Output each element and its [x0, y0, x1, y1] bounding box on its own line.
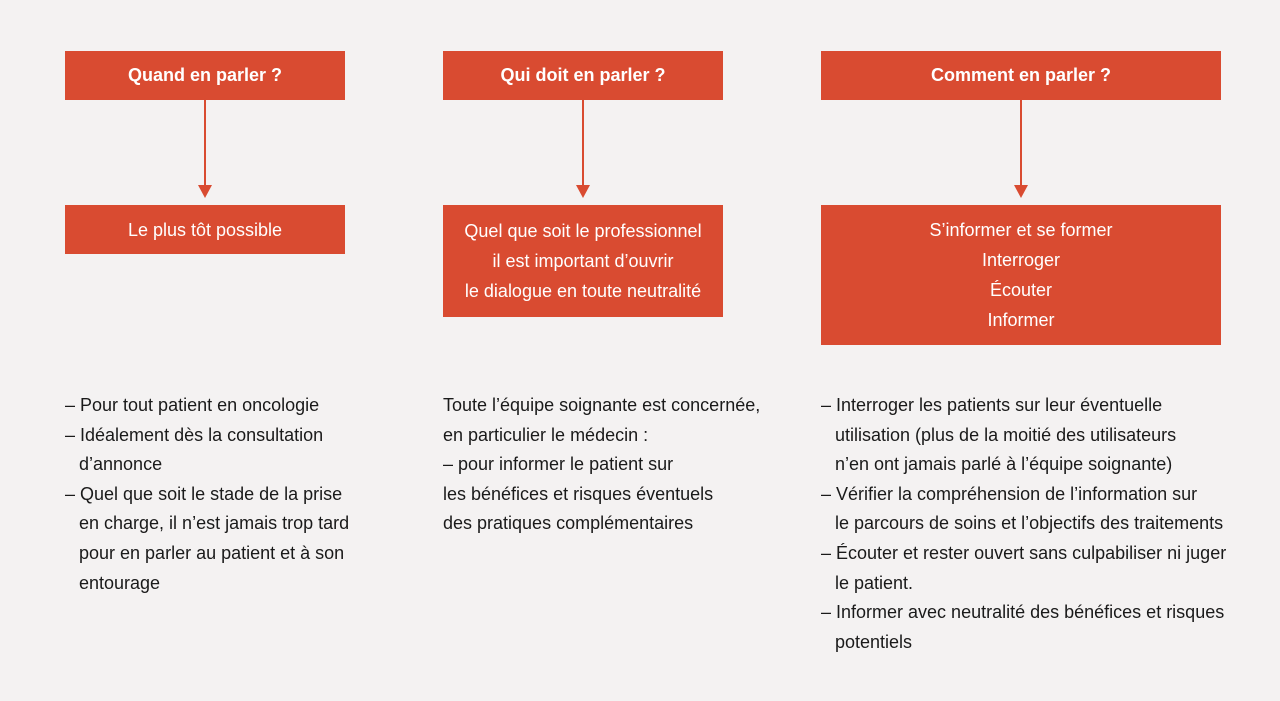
details-who: [443, 391, 760, 539]
answer-who-line: il est important d’ouvrir: [492, 251, 674, 271]
details-how-line: – Vérifier la compréhension de l’information sur: [821, 483, 1198, 504]
details-who-line: – pour informer le patient sur: [443, 454, 674, 475]
answer-how-line: S’informer et se former: [929, 220, 1113, 240]
arrow-how: [1020, 100, 1022, 186]
details-how-line: – Informer avec neutralité des bénéfices et risques: [821, 602, 1225, 623]
details-who-line: en particulier le médecin :: [443, 424, 649, 445]
details-when: [65, 391, 349, 598]
arrow-who: [582, 100, 584, 186]
header-who-label: Qui doit en parler ?: [500, 65, 666, 85]
details-how-line: – Écouter et rester ouvert sans culpabiliser ni juger: [821, 542, 1227, 563]
details-when-line: d’annonce: [79, 454, 163, 475]
details-how: [821, 391, 1226, 657]
header-when-label: Quand en parler ?: [127, 65, 283, 85]
answer-how-line: Informer: [987, 310, 1055, 330]
details-who-line: Toute l’équipe soignante est concernée,: [443, 395, 761, 415]
answer-how-line: Écouter: [989, 280, 1053, 300]
details-how-line: le patient.: [835, 572, 914, 593]
header-when: [65, 51, 345, 100]
details-when-line: – Pour tout patient en oncologie: [65, 395, 320, 415]
answer-how: [821, 205, 1221, 345]
details-how-line: utilisation (plus de la moitié des utilisateurs: [835, 424, 1177, 445]
answer-who-line: Quel que soit le professionnel: [464, 221, 702, 241]
details-how-line: le parcours de soins et l’objectifs des traitements: [835, 513, 1224, 534]
details-when-line: entourage: [79, 572, 161, 593]
answer-how-line: Interroger: [981, 250, 1061, 270]
answer-when-line: Le plus tôt possible: [127, 219, 283, 240]
details-when-line: en charge, il n’est jamais trop tard: [79, 513, 350, 534]
details-how-line: n’en ont jamais parlé à l’équipe soignante): [835, 454, 1173, 475]
answer-who-line: le dialogue en toute neutralité: [464, 281, 702, 301]
details-when-line: – Quel que soit le stade de la prise: [65, 483, 343, 504]
details-how-line: – Interroger les patients sur leur éventuelle: [821, 395, 1163, 415]
header-how: [821, 51, 1221, 100]
details-how-line: potentiels: [835, 631, 913, 652]
header-who: [443, 51, 723, 100]
details-who-line: des pratiques complémentaires: [443, 513, 694, 534]
answer-who: [443, 205, 723, 317]
details-when-line: pour en parler au patient et à son: [79, 542, 345, 563]
answer-when: [65, 205, 345, 254]
arrow-when: [204, 100, 206, 186]
header-how-label: Comment en parler ?: [930, 65, 1112, 85]
details-when-line: – Idéalement dès la consultation: [65, 424, 324, 445]
details-who-line: les bénéfices et risques éventuels: [443, 483, 714, 504]
